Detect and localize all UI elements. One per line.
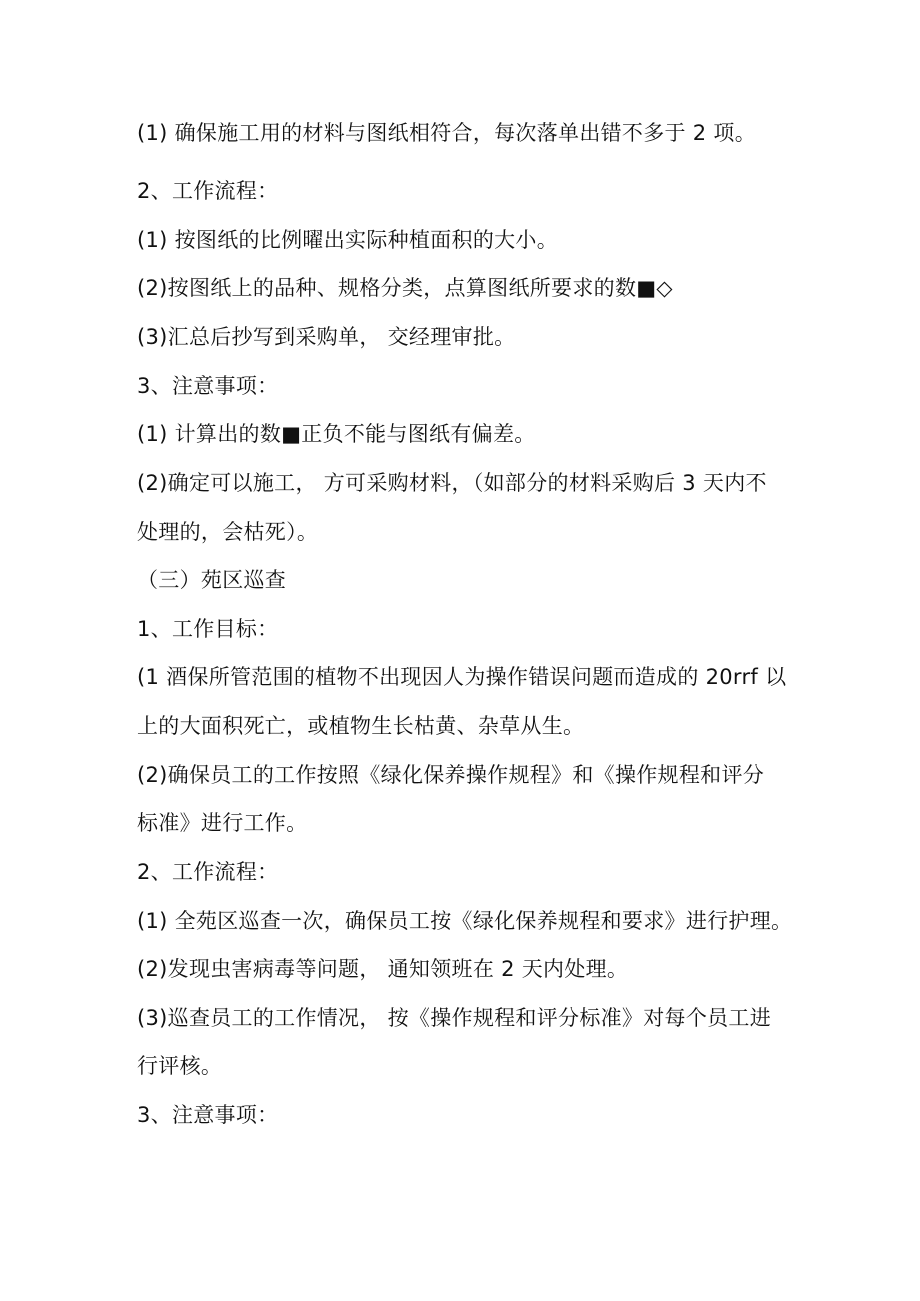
- section-heading: 3、注意事项：: [137, 374, 279, 398]
- section-title: （三）苑区巡查: [137, 568, 287, 592]
- section-heading: 3、注意事项：: [137, 1103, 279, 1127]
- section-heading: 2、工作流程：: [137, 179, 279, 203]
- text-line: (2)按图纸上的品种、规格分类，点算图纸所要求的数■◇: [137, 276, 673, 300]
- text-line: (2)发现虫害病毒等问题， 通知领班在 2 天内处理。: [137, 957, 629, 981]
- text-line: (3)巡查员工的工作情况， 按《操作规程和评分标准》对每个员工进: [137, 1006, 772, 1030]
- text-line: (1 酒保所管范围的植物不出现因人为操作错误问题而造成的 20rrf 以: [137, 665, 787, 689]
- text-line: (1) 按图纸的比例曜出实际种植面积的大小。: [137, 228, 559, 252]
- section-heading: 2、工作流程：: [137, 860, 279, 884]
- text-line: 处理的，会枯死）。: [137, 520, 319, 544]
- text-line: 标准》进行工作。: [137, 811, 308, 835]
- text-line: (1) 全苑区巡查一次，确保员工按《绿化保养规程和要求》进行护理。: [137, 909, 793, 933]
- section-heading: 1、工作目标：: [137, 617, 279, 641]
- text-line: (3)汇总后抄写到采购单， 交经理审批。: [137, 325, 516, 349]
- text-line: 上的大面积死亡，或植物生长枯黄、杂草从生。: [137, 714, 585, 738]
- text-line: (1) 计算出的数■正负不能与图纸有偏差。: [137, 422, 536, 446]
- text-line: (2)确定可以施工， 方可采购材料，（如部分的材料采购后 3 天内不: [137, 471, 767, 495]
- text-line: (1) 确保施工用的材料与图纸相符合，每次落单出错不多于 2 项。: [137, 121, 757, 145]
- text-line: (2)确保员工的工作按照《绿化保养操作规程》和《操作规程和评分: [137, 763, 765, 787]
- text-line: 行评核。: [137, 1054, 223, 1078]
